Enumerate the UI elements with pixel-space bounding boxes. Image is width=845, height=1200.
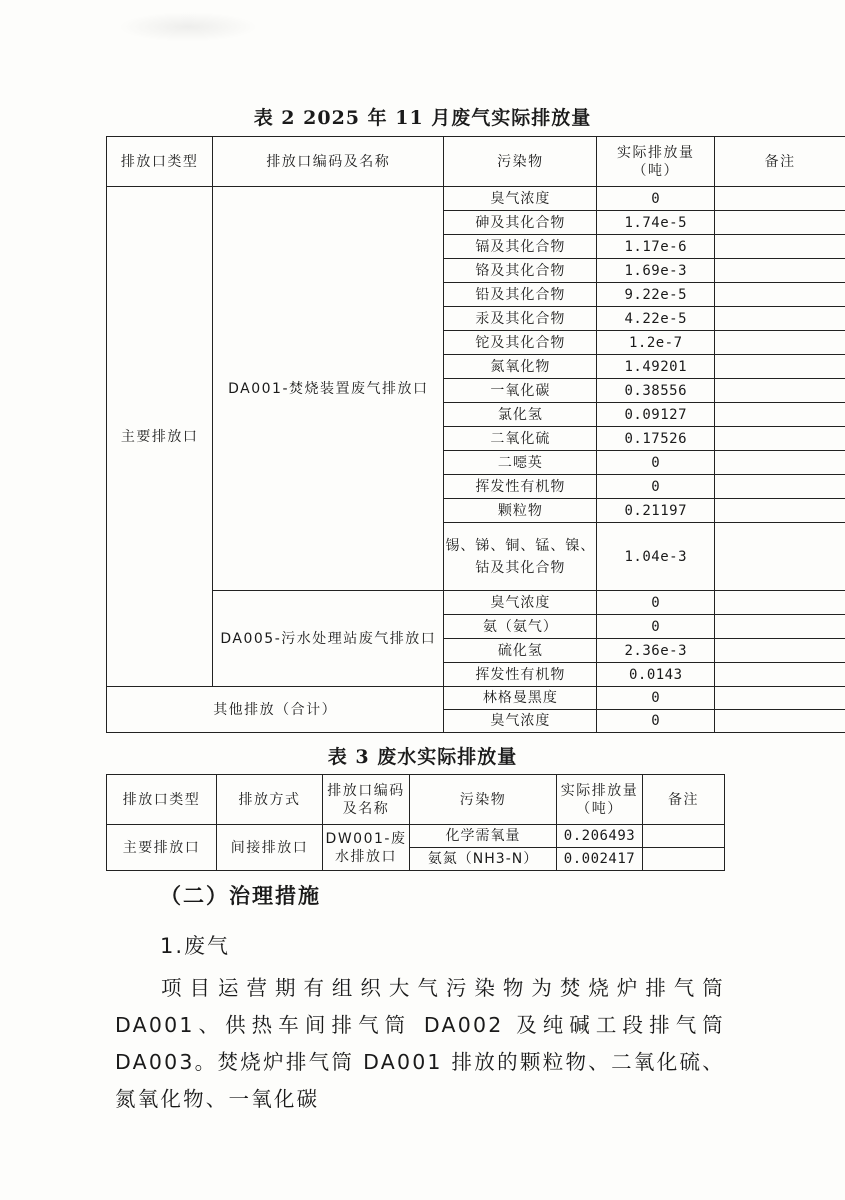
- header-outlet-code: 排放口编码及名称: [323, 775, 410, 825]
- pollutant-cell: 铬及其化合物: [444, 259, 597, 283]
- pollutant-cell: 二氧化硫: [444, 427, 597, 451]
- remarks-cell: [715, 663, 845, 687]
- remarks-cell: [715, 639, 845, 663]
- amount-cell: 0: [597, 591, 715, 615]
- pollutant-cell: 氨氮（NH3-N）: [410, 848, 557, 871]
- remarks-cell: [715, 427, 845, 451]
- remarks-cell: [715, 615, 845, 639]
- amount-cell: 0: [597, 687, 715, 710]
- wastewater-emission-table: [106, 774, 725, 871]
- table-header-row: [107, 775, 725, 825]
- pollutant-cell: 化学需氧量: [410, 825, 557, 848]
- amount-cell: 0.38556: [597, 379, 715, 403]
- pollutant-cell: 臭气浓度: [444, 187, 597, 211]
- table-row: [107, 591, 845, 615]
- pollutant-cell: 硫化氢: [444, 639, 597, 663]
- header-outlet-type: 排放口类型: [107, 775, 217, 825]
- remarks-cell: [715, 499, 845, 523]
- pollutant-cell: 氨（氨气）: [444, 615, 597, 639]
- header-pollutant: 污染物: [410, 775, 557, 825]
- amount-cell: 0: [597, 615, 715, 639]
- remarks-cell: [715, 687, 845, 710]
- header-remarks: 备注: [643, 775, 725, 825]
- amount-cell: 0.0143: [597, 663, 715, 687]
- pollutant-cell: 林格曼黑度: [444, 687, 597, 710]
- remarks-cell: [715, 331, 845, 355]
- amount-cell: 4.22e-5: [597, 307, 715, 331]
- remarks-cell: [715, 187, 845, 211]
- amount-cell: 0: [597, 475, 715, 499]
- remarks-cell: [643, 848, 725, 871]
- remarks-cell: [715, 475, 845, 499]
- table-row: [107, 687, 845, 710]
- amount-cell: 1.17e-6: [597, 235, 715, 259]
- body-paragraph: 项目运营期有组织大气污染物为焚烧炉排气筒 DA001、供热车间排气筒 DA002 及纯碱工段排气筒 DA003。焚烧炉排气筒 DA001 排放的颗粒物、二氧化硫、氮氧化物、一氧化碳: [115, 976, 725, 1111]
- amount-cell: 0: [597, 187, 715, 211]
- amount-cell: 0.002417: [557, 848, 643, 871]
- outlet-da005: DA005-污水处理站废气排放口: [213, 591, 444, 687]
- pollutant-cell: 汞及其化合物: [444, 307, 597, 331]
- remarks-cell: [715, 355, 845, 379]
- pollutant-cell: 臭气浓度: [444, 710, 597, 733]
- header-discharge-method: 排放方式: [217, 775, 323, 825]
- subsection-heading: 1.废气: [160, 934, 231, 958]
- pollutant-cell: 锡、锑、铜、锰、镍、钴及其化合物: [444, 523, 597, 591]
- remarks-cell: [715, 451, 845, 475]
- scan-smudge: [118, 12, 258, 42]
- pollutant-cell: 二噁英: [444, 451, 597, 475]
- header-outlet-type: 排放口类型: [107, 137, 213, 187]
- remarks-cell: [715, 710, 845, 733]
- outlet-dw001: DW001-废水排放口: [323, 825, 410, 871]
- amount-cell: 1.49201: [597, 355, 715, 379]
- pollutant-cell: 铅及其化合物: [444, 283, 597, 307]
- header-amount: 实际排放量（吨）: [557, 775, 643, 825]
- remarks-cell: [715, 591, 845, 615]
- remarks-cell: [715, 523, 845, 591]
- header-pollutant: 污染物: [444, 137, 597, 187]
- pollutant-cell: 氯化氢: [444, 403, 597, 427]
- header-amount: 实际排放量（吨）: [597, 137, 715, 187]
- pollutant-cell: 挥发性有机物: [444, 663, 597, 687]
- table-header-row: [107, 137, 845, 187]
- table3-caption: 表 3 废水实际排放量: [327, 746, 518, 768]
- pollutant-cell: 氮氧化物: [444, 355, 597, 379]
- amount-cell: 0: [597, 710, 715, 733]
- remarks-cell: [715, 235, 845, 259]
- amount-cell: 9.22e-5: [597, 283, 715, 307]
- section-heading: （二）治理措施: [160, 883, 321, 908]
- amount-cell: 0: [597, 451, 715, 475]
- outlet-type-main: 主要排放口: [107, 825, 217, 871]
- header-remarks: 备注: [715, 137, 845, 187]
- amount-cell: 1.04e-3: [597, 523, 715, 591]
- amount-cell: 0.206493: [557, 825, 643, 848]
- amount-cell: 0.17526: [597, 427, 715, 451]
- pollutant-cell: 砷及其化合物: [444, 211, 597, 235]
- amount-cell: 1.2e-7: [597, 331, 715, 355]
- amount-cell: 0.21197: [597, 499, 715, 523]
- discharge-method: 间接排放口: [217, 825, 323, 871]
- remarks-cell: [715, 379, 845, 403]
- amount-cell: 2.36e-3: [597, 639, 715, 663]
- amount-cell: 1.69e-3: [597, 259, 715, 283]
- amount-cell: 1.74e-5: [597, 211, 715, 235]
- remarks-cell: [643, 825, 725, 848]
- other-emissions-label: 其他排放（合计）: [107, 687, 444, 733]
- pollutant-cell: 镉及其化合物: [444, 235, 597, 259]
- pollutant-cell: 铊及其化合物: [444, 331, 597, 355]
- table-row: [107, 825, 725, 848]
- remarks-cell: [715, 403, 845, 427]
- pollutant-cell: 挥发性有机物: [444, 475, 597, 499]
- remarks-cell: [715, 259, 845, 283]
- amount-cell: 0.09127: [597, 403, 715, 427]
- pollutant-cell: 一氧化碳: [444, 379, 597, 403]
- header-outlet-code: 排放口编码及名称: [213, 137, 444, 187]
- waste-gas-emission-table: [106, 136, 845, 733]
- table-row: [107, 187, 845, 211]
- remarks-cell: [715, 283, 845, 307]
- outlet-type-main: 主要排放口: [107, 187, 213, 687]
- outlet-da001: DA001-焚烧装置废气排放口: [213, 187, 444, 591]
- remarks-cell: [715, 307, 845, 331]
- pollutant-cell: 颗粒物: [444, 499, 597, 523]
- remarks-cell: [715, 211, 845, 235]
- table2-caption: 表 2 2025 年 11 月废气实际排放量: [253, 107, 592, 129]
- pollutant-cell: 臭气浓度: [444, 591, 597, 615]
